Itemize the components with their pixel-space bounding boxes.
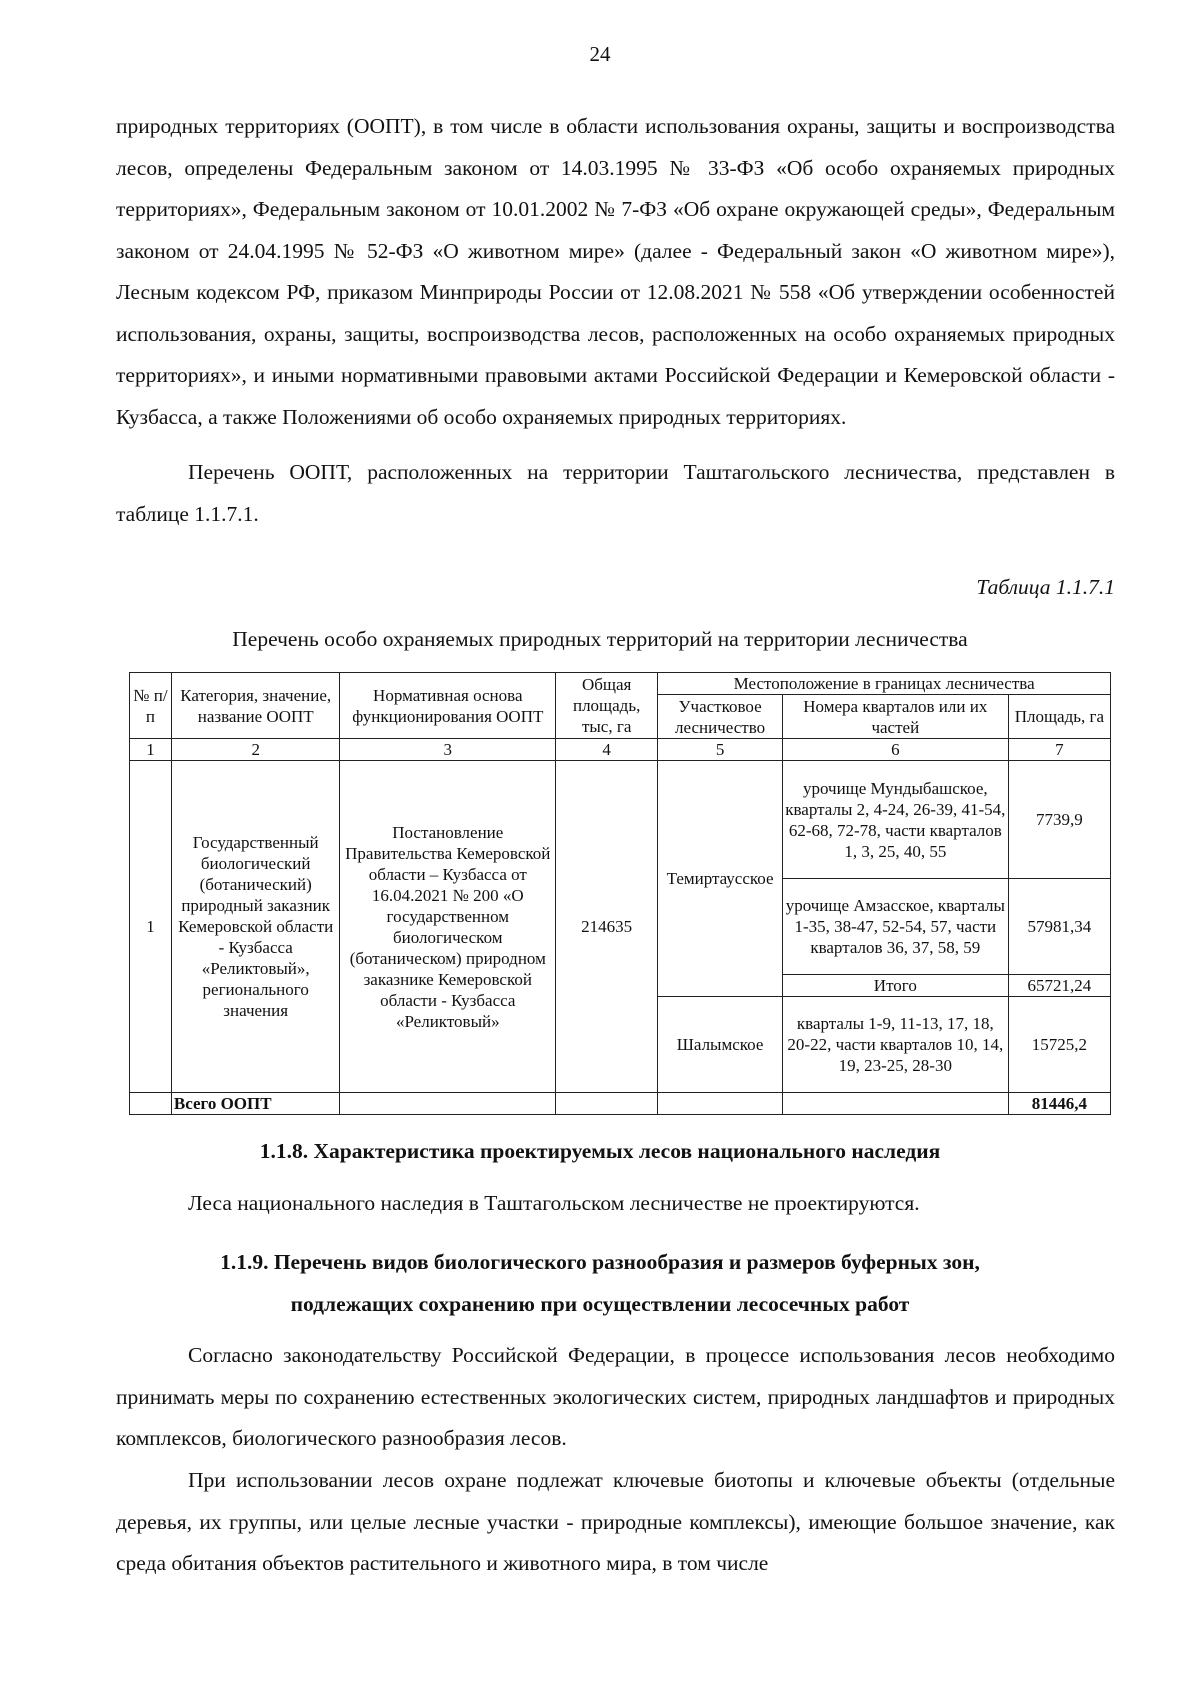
total-empty-num (130, 1093, 172, 1115)
row-area-1b: 57981,34 (1008, 879, 1110, 975)
header-total-area: Общая площадь, тыс, га (556, 673, 658, 739)
row-area-1a: 7739,9 (1008, 761, 1110, 879)
total-area: 81446,4 (1008, 1093, 1110, 1115)
total-empty-forestry (658, 1093, 783, 1115)
row-area-2: 15725,2 (1008, 997, 1110, 1093)
header-quarters: Номера кварталов или их частей (782, 695, 1008, 739)
list-paragraph: Перечень ООПТ, расположенных на территории Таштагольского лесничества, представлен в таблице 1.1.7.1. (116, 460, 1115, 526)
table-title: Перечень особо охраняемых природных территорий на территории лесничества (232, 627, 968, 651)
header-category: Категория, значение, название ООПТ (171, 673, 340, 739)
row-num: 1 (130, 761, 172, 1093)
row-category: Государственный биологический (ботанический) природный заказник Кемеровской области - Кузбасса «Реликтовый», регионального значения (171, 761, 340, 1093)
col-number-6: 6 (782, 739, 1008, 761)
col-number-4: 4 (556, 739, 658, 761)
total-empty-area (556, 1093, 658, 1115)
intro-paragraph: природных территориях (ООПТ), в том числе в области использования охраны, защиты и воспроизводства лесов, определены Федеральным законом от 14.03.1995 № 33-ФЗ «Об особо охраняемых природных территориях», Федеральным законом от 10.01.2002 № 7-ФЗ «Об охране окружающей среды», Федеральным законом от 24.04.1995 № 52-ФЗ «О животном мире» (далее - Федеральный закон «О животном мире»), Лесным кодексом РФ, приказом Минприроды России от 12.08.2021 № 558 «Об утверждении особенностей использования, охраны, защиты, воспроизводства лесов, расположенных на особо охраняемых природных территориях», и иными нормативными правовыми актами Российской Федерации и Кемеровской области - Кузбасса, а также Положениями об особо охраняемых природных территориях. (116, 114, 1115, 429)
col-number-7: 7 (1008, 739, 1110, 761)
total-empty-basis (340, 1093, 556, 1115)
header-forestry: Участковое лесничество (658, 695, 783, 739)
row-quarters-1b: урочище Амзасское, кварталы 1-35, 38-47, 52-54, 57, части кварталов 36, 37, 58, 59 (782, 879, 1008, 975)
table-number: Таблица 1.1.7.1 (976, 575, 1115, 599)
row-subtotal-label: Итого (782, 975, 1008, 997)
section-118-text: Леса национального наследия в Таштагольском лесничестве не проектируются. (188, 1191, 920, 1215)
header-num: № п/п (130, 673, 172, 739)
row-forestry-1: Темиртаусское (658, 761, 783, 997)
section-119-paragraph-1: Согласно законодательству Российской Федерации, в процессе использования лесов необходимо принимать меры по сохранению естественных экологических систем, природных ландшафтов и природных комплексов, биологического разнообразия лесов. (116, 1343, 1115, 1450)
row-quarters-1a: урочище Мундыбашское, кварталы 2, 4-24, 26-39, 41-54, 62-68, 72-78, части кварталов 1, 3, 25, 40, 55 (782, 761, 1008, 879)
row-basis: Постановление Правительства Кемеровской области – Кузбасса от 16.04.2021 № 200 «О государственном биологическом (ботаническом) природном заказнике Кемеровской области - Кузбасса «Реликтовый» (340, 761, 556, 1093)
col-number-3: 3 (340, 739, 556, 761)
section-118-heading: 1.1.8. Характеристика проектируемых лесов национального наследия (259, 1139, 941, 1163)
col-number-1: 1 (130, 739, 172, 761)
total-label: Всего ООПТ (171, 1093, 340, 1115)
oopt-table (129, 672, 1111, 1115)
col-number-2: 2 (171, 739, 340, 761)
section-119-heading-line2: подлежащих сохранению при осуществлении лесосечных работ (290, 1292, 910, 1316)
row-forestry-2: Шалымское (658, 997, 783, 1093)
page-number: 24 (589, 42, 611, 66)
col-number-5: 5 (658, 739, 783, 761)
row-subtotal-area: 65721,24 (1008, 975, 1110, 997)
total-empty-quarters (782, 1093, 1008, 1115)
row-quarters-2: кварталы 1-9, 11-13, 17, 18, 20-22, части кварталов 10, 14, 19, 23-25, 28-30 (782, 997, 1008, 1093)
section-119-paragraph-2: При использовании лесов охране подлежат ключевые биотопы и ключевые объекты (отдельные деревья, их группы, или целые лесные участки - природные комплексы), имеющие большое значение, как среда обитания объектов растительного и животного мира, в том числе (116, 1468, 1115, 1575)
header-area: Площадь, га (1008, 695, 1110, 739)
header-location: Местоположение в границах лесничества (658, 673, 1111, 695)
header-basis: Нормативная основа функционирования ООПТ (340, 673, 556, 739)
section-119-heading-line1: 1.1.9. Перечень видов биологического разнообразия и размеров буферных зон, (220, 1250, 980, 1274)
row-total-area: 214635 (556, 761, 658, 1093)
